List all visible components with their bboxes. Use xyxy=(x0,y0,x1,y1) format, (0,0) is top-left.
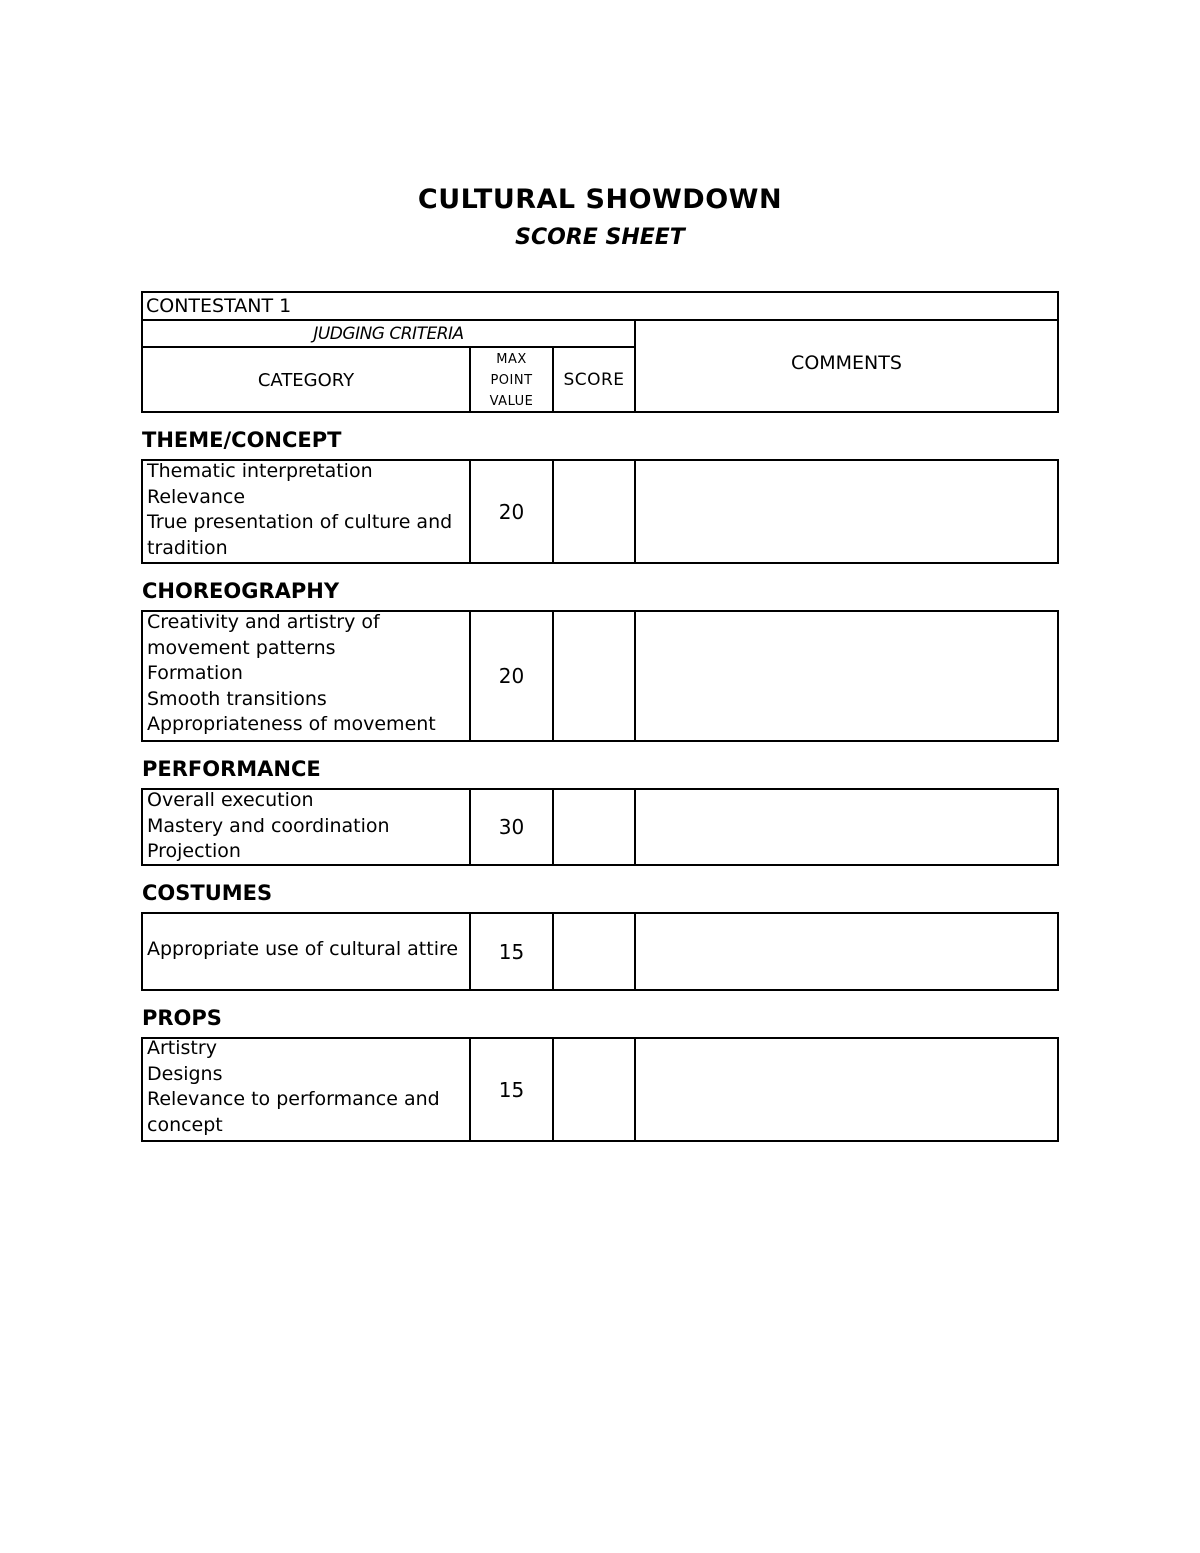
comments-input-cell[interactable] xyxy=(636,461,1057,562)
category-header: CATEGORY xyxy=(257,369,355,391)
section-title: PROPS xyxy=(142,1006,222,1030)
section-title: PERFORMANCE xyxy=(142,757,321,781)
criteria-list xyxy=(147,937,469,963)
criterion: True presentation of culture and xyxy=(147,511,453,533)
score-input-cell[interactable] xyxy=(554,461,634,562)
section-title: THEME/CONCEPT xyxy=(142,428,342,452)
judging-criteria-label: JUDGING CRITERIA xyxy=(313,323,464,344)
criteria-list xyxy=(147,1036,469,1138)
comments-input-cell[interactable] xyxy=(636,790,1057,864)
score-header: SCORE xyxy=(563,370,625,390)
point-label: POINT xyxy=(490,372,533,388)
criteria-list xyxy=(147,788,469,865)
comments-header: COMMENTS xyxy=(791,352,902,374)
criterion: Appropriateness of movement xyxy=(147,713,436,735)
criteria-list xyxy=(147,610,469,738)
max-points-value: 30 xyxy=(498,815,525,839)
criterion: Thematic interpretation xyxy=(147,460,373,482)
criterion: movement patterns xyxy=(147,636,336,659)
max-points-value: 15 xyxy=(498,1077,525,1102)
criteria-list xyxy=(147,459,469,561)
score-input-cell[interactable] xyxy=(554,1039,634,1140)
score-input-cell[interactable] xyxy=(554,790,634,864)
criterion: Artistry xyxy=(147,1037,217,1059)
criterion: Projection xyxy=(147,840,241,862)
comments-input-cell[interactable] xyxy=(636,914,1057,989)
page-title: CULTURAL SHOWDOWN xyxy=(417,184,783,215)
contestant-label: CONTESTANT 1 xyxy=(146,294,292,317)
criterion: Designs xyxy=(147,1062,223,1085)
score-input-cell[interactable] xyxy=(554,914,634,989)
criterion: Smooth transitions xyxy=(147,687,327,710)
criterion: Creativity and artistry of xyxy=(147,611,380,633)
criterion: Appropriate use of cultural attire xyxy=(147,938,459,960)
criterion: Mastery and coordination xyxy=(147,814,390,837)
max-points-value: 20 xyxy=(498,664,525,688)
value-label: VALUE xyxy=(489,393,534,409)
criterion: tradition xyxy=(147,536,228,559)
criterion: Relevance to performance and xyxy=(147,1088,440,1110)
section-title: COSTUMES xyxy=(142,881,273,905)
comments-input-cell[interactable] xyxy=(636,612,1057,740)
criterion: Formation xyxy=(147,662,243,684)
max-point-value-header xyxy=(471,348,552,412)
criterion: concept xyxy=(147,1113,223,1136)
criterion: Overall execution xyxy=(147,789,314,811)
max-points-value: 20 xyxy=(498,499,525,524)
section-title: CHOREOGRAPHY xyxy=(142,579,340,603)
score-input-cell[interactable] xyxy=(554,612,634,740)
criterion: Relevance xyxy=(147,485,246,508)
max-label: MAX xyxy=(496,351,527,367)
page-subtitle: SCORE SHEET xyxy=(515,225,685,250)
comments-input-cell[interactable] xyxy=(636,1039,1057,1140)
max-points-value: 15 xyxy=(498,939,525,964)
